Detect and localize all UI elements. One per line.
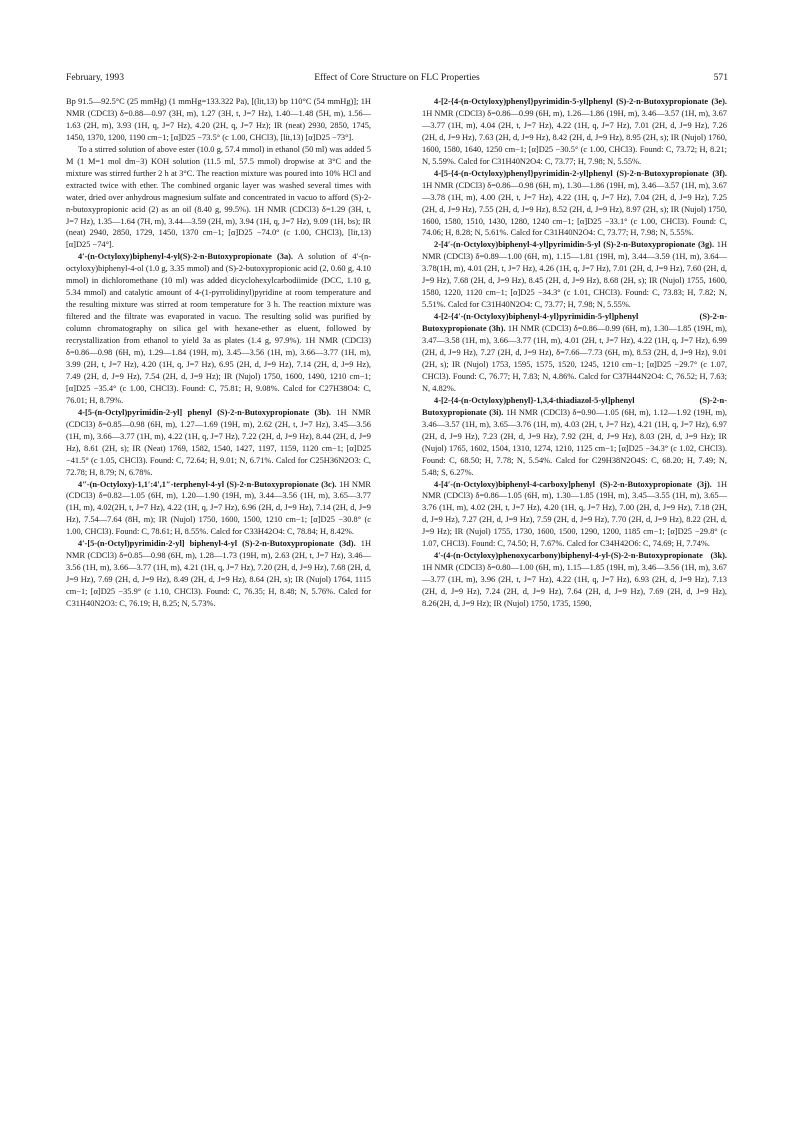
compound-title: 4″-(n-Octyloxy)-1,1′:4′,1″-terphenyl-4-yl (S)-2-n-Butoxypropionate (3c). [78, 479, 337, 489]
compound-title: 4′-(4-(n-Octyloxy)phenoxycarbony)biphenyl-4-yl-(S)-2-n-Butoxypropionate (3k). [434, 551, 727, 561]
paragraph-text: 1H NMR (CDCl3) δ=0.80—1.00 (6H, m), 1.15—1.85 (19H, m), 3.46—3.56 (1H, m), 3.67—3.77 (1H, m), 3.96 (2H, t, J=7 Hz), 4.22 (1H, q, J=7 Hz), 6.93 (2H, d, J=9 Hz), 7.13 (2H, d, J=9 Hz), 7.24 (2H, d, J=9 Hz), 7.64 (2H, d, J=9 Hz), 7.69 (2H, d, J=9 Hz), 8.26(2H, d, J=9 Hz); IR (Nujol) 1750, 1735, 1590, [422, 563, 727, 609]
paragraph-text: 1H NMR (CDCl3) δ=0.86—0.99 (6H, m), 1.26—1.86 (19H, m), 3.46—3.57 (1H, m), 3.67—3.77 (1H, m), 4.04 (2H, t, J=7 Hz), 4.22 (1H, q, J=7 Hz), 7.01 (2H, d, J=9 Hz), 7.26 (2H, d, J=9 Hz), 7.63 (2H, d, J=9 Hz), 8.42 (2H, d, J=9 Hz), 8.95 (2H, s); IR (Nujol) 1760, 1600, 1580, 1640, 1250 cm−1; [α]D25 −30.5° (c 1.00, CHCl3). Found: C, 73.72; H, 8.21; N, 5.59%. Calcd for C31H40N2O4: C, 73.77; H, 7.98; N, 5.55%. [422, 108, 727, 166]
paragraph [422, 550, 727, 610]
compound-title: 4′-(n-Octyloxy)biphenyl-4-yl(S)-2-n-Butoxypropionate (3a). [78, 252, 294, 262]
paragraph-text: A solution of 4′-(n-octyloxy)biphenyl-4-ol (1.0 g, 3.35 mmol) and (S)-2-butoxypropionic acid (2, 0.60 g, 4.10 mmol) in dichloromethane (10 ml) was added dicyclohexylcarbodiimide (DCC, 1.10 g, 5.34 mmol) and catalytic amount of 4-(1-pyrrolidinyl)pyridine at room temperature and the resulting mixture was stirred at room temperature for 3 h. The reaction mixture was filtered and the filtrate was evaporated in vacuo. The resulting solid was purified by column chromatography on silica gel with hexane-ether as eluent, followed by recrystallization from ethanol to yield 3a as plates (1.4 g, 97.9%). 1H NMR (CDCl3) δ=0.86—0.98 (6H, m), 1.29—1.84 (19H, m), 3.45—3.56 (1H, m), 3.66—3.77 (1H, m), 3.99 (2H, t, J=7 Hz), 4.20 (1H, q, J=7 Hz), 6.95 (2H, d, J=9 Hz), 7.14 (2H, d, J=9 Hz), 7.49 (2H, d, J=9 Hz), 7.54 (2H, d, J=9 Hz); IR (Nujol) 1750, 1600, 1490, 1210 cm−1; [α]D25 −35.4° (c 1.00, CHCl3). Found: C, 75.81; H, 9.08%. Calcd for C27H38O4: C, 76.01; H, 8.79%. [66, 252, 371, 405]
paragraph [66, 251, 371, 406]
page-number: 571 [713, 72, 728, 83]
right-column [422, 96, 727, 610]
paragraph-text: 1H NMR (CDCl3) δ=0.90—1.05 (6H, m), 1.12—1.92 (19H, m), 3.46—3.57 (1H, m), 3.65—3.76 (1H, m), 4.03 (2H, t, J=7 Hz), 4.21 (1H, q, J=7 Hz), 6.97 (2H, d, J=9 Hz), 7.23 (2H, d, J=9 Hz), 7.92 (2H, d, J=9 Hz), 8.03 (2H, d, J=9 Hz); IR (Nujol) 1765, 1602, 1504, 1310, 1274, 1210, 1125 cm−1; [α]D25 −34.3° (c 1.02, CHCl3). Found: C, 68.50; H, 7.78; N, 5.54%. Calcd for C29H38N2O4S: C, 68.20; H, 7.49; N, 5.48; S, 6.27%. [422, 407, 727, 477]
paragraph-text: 1H NMR (CDCl3) δ=0.85—0.98 (6H, m), 1.28—1.73 (19H, m), 2.63 (2H, t, J=7 Hz), 3.46—3.56 (1H, m), 3.66—3.77 (1H, m), 4.21 (1H, q, J=7 Hz), 7.20 (2H, d, J=9 Hz), 7.68 (2H, d, J=9 Hz), 7.69 (2H, d, J=9 Hz), 8.49 (2H, d, J=9 Hz), 8.64 (2H, s); IR (Nujol) 1764, 1115 cm−1; [α]D25 −35.9° (c 1.10, CHCl3). Found: C, 76.35; H, 8.48; N, 5.76%. Calcd for C31H40N2O3: C, 76.19; H, 8.25; N, 5.73%. [66, 539, 372, 609]
paragraph [422, 479, 727, 551]
compound-title: 4-[5-(n-Octyl)pyrimidin-2-yl] phenyl (S)-2-n-Butoxypropionate (3b). [78, 407, 331, 417]
compound-title: 4-[4′-(n-Octyloxy)biphenyl-4-carboxy]phenyl (S)-2-n-Butoxypropionate (3j). [434, 479, 712, 489]
left-column [66, 96, 371, 610]
running-header [66, 72, 728, 86]
paragraph-text: 1H NMR (CDCl3) δ=0.86—0.98 (6H, m), 1.30—1.86 (19H, m), 3.46—3.57 (1H, m), 3.67—3.78 (1H, m), 4.00 (2H, t, J=7 Hz), 4.22 (1H, q, J=7 Hz), 7.04 (2H, d, J=9 Hz), 7.25 (2H, d, J=9 Hz), 7.55 (2H, d, J=9 Hz), 8.52 (2H, d, J=9 Hz), 8.97 (2H, s); IR (Nujol) 1750, 1600, 1580, 1510, 1430, 1280, 1240 cm−1; [α]D25 −33.1° (c 1.00, CHCl3). Found: C, 74.06; H, 8.28; N, 5.61%. Calcd for C31H40N2O4: C, 73.77; H, 7.98; N, 5.55%. [422, 180, 727, 238]
paragraph-text: To a stirred solution of above ester (10.0 g, 57.4 mmol) in ethanol (50 ml) was added 5 M (1 M=1 mol dm−3) KOH solution (11.5 ml, 57.5 mmol) dropwise at 3°C and the mixture was stirred further 2 h at 3°C. The reaction mixture was poured into 10% HCl and extracted twice with ether. The combined organic layer was washed several times with water, dried over anhydrous magnesium sulfate and concentrated in vacuo to afford (S)-2-n-butoxypropionic acid (2) as an oil (8.40 g, 99.5%). 1H NMR (CDCl3) δ=1.29 (3H, t, J=7 Hz), 1.35—1.64 (7H, m), 3.44—3.59 (2H, m), 3.94 (1H, q, J=7 Hz), 9.09 (1H, bs); IR (neat) 2940, 2850, 1729, 1450, 1370 cm−1; [α]D25 −74.0° (c 1.00, CHCl3), [lit,13) [α]D25 −74°]. [66, 144, 371, 250]
compound-title: 4-[2-{4-(n-Octyloxy)phenyl}pyrimidin-5-yl]phenyl (S)-2-n-Butoxypropionate (3e). [434, 97, 727, 106]
paragraph [422, 168, 727, 240]
paragraph [66, 96, 371, 144]
paragraph-text: 1H NMR (CDCl3) δ=0.89—1.00 (6H, m), 1.15—1.81 (19H, m), 3.44—3.59 (1H, m), 3.64—3.78(1H, m), 4.01 (2H, t, J=7 Hz), 4.26 (1H, q, J=7 Hz), 7.01 (2H, d, J=9 Hz), 7.60 (2H, d, J=9 Hz), 7.68 (2H, d, J=9 Hz), 8.45 (2H, d, J=9 Hz), 8.68 (2H, s); IR (Nujol) 1755, 1600, 1580, 1220, 1120 cm−1; [α]D25 −34.3° (c 1.01, CHCl3). Found: C, 73.83; H, 7.82; N, 5.51%. Calcd for C31H40N2O4: C, 73.77; H, 7.98; N, 5.55%. [422, 240, 728, 310]
paragraph [422, 395, 727, 479]
compound-title: 4′-[5-(n-Octyl)pyrimidin-2-yl] biphenyl-4-yl (S)-2-n-Butoxypropionate (3d). [78, 539, 356, 549]
compound-title: 4-[2-{4-(n-Octyloxy)phenyl}-1,3,4-thiadiazol-5-yl]phenyl (S)-2-n-Butoxypropionate (3i). [422, 395, 727, 417]
paragraph [66, 407, 371, 479]
paragraph-text: 1H NMR (CDCl3) δ=0.82—1.05 (6H, m), 1.20—1.90 (19H, m), 3.44—3.56 (1H, m), 3.65—3.77 (1H, m), 4.02(2H, t, J=7 Hz), 4.22 (1H, q, J=7 Hz), 6.96 (2H, d, J=9 Hz), 7.14 (2H, d, J=9 Hz), 7.54—7.64 (8H, m); IR (Nujol) 1750, 1600, 1500, 1210 cm−1; [α]D25 −30.8° (c 1.00, CHCl3). Found: C, 78.61; H, 8.55%. Calcd for C33H42O4: C, 78.84; H, 8.42%. [66, 479, 371, 537]
paragraph [66, 479, 371, 539]
paragraph-text: 1H NMR (CDCl3) δ=0.86—1.05 (6H, m), 1.30—1.85 (19H, m), 3.45—3.55 (1H, m), 3.65—3.76 (1H, m), 4.02 (2H, t, J=7 Hz), 4.20 (1H, q, J=7 Hz), 7.00 (2H, d, J=9 Hz), 7.18 (2H, d, J=9 Hz), 7.27 (2H, d, J=9 Hz), 7.59 (2H, d, J=9 Hz), 7.70 (2H, d, J=9 Hz), 8.22 (2H, d, J=9 Hz); IR (Nujol) 1755, 1730, 1600, 1500, 1290, 1200, 1185 cm−1; [α]D25 −29.8° (c 1.07, CHCl3). Found: C, 74.50; H, 7.67%. Calcd for C34H42O6: C, 74.69; H, 7.74%. [422, 479, 728, 549]
paragraph-text: Bp 91.5—92.5°C (25 mmHg) (1 mmHg=133.322 Pa), [(lit,13) bp 110°C (54 mmHg)]; 1H NMR (CDCl3) δ=0.88—0.97 (3H, m), 1.27 (3H, t, J=7 Hz), 1.40—1.48 (5H, m), 1.56—1.63 (2H, m), 3.93 (1H, q, J=7 Hz), 4.20 (2H, q, J=7 Hz); IR (neat) 2930, 2850, 1745, 1450, 1370, 1200, 1190 cm−1; [α]D25 −73.5° (c 1.00, CHCl3), [lit,13) [α]D25 −73°]. [66, 97, 371, 142]
paragraph [422, 239, 727, 311]
paragraph [422, 96, 727, 168]
paragraph [66, 144, 371, 252]
paragraph [422, 311, 727, 395]
journal-title: Effect of Core Structure on FLC Properties [314, 72, 480, 83]
compound-title: 4-[2-{4′-(n-Octyloxy)biphenyl-4-yl}pyrimidin-5-yl]phenyl (S)-2-n-Butoxypropionate (3h). [422, 312, 727, 334]
paragraph [66, 538, 371, 610]
journal-date: February, 1993 [66, 72, 124, 83]
compound-title: 4-[5-{4-(n-Octyloxy)phenyl}pyrimidin-2-yl]phenyl (S)-2-n-Butoxypropionate (3f). [434, 168, 727, 178]
compound-title: 2-[4′-(n-Octyloxy)biphenyl-4-yl]pyrimidin-5-yl (S)-2-n-Butoxypropionate (3g). [434, 240, 715, 250]
paragraph-text: 1H NMR (CDCl3) δ=0.85—0.98 (6H, m), 1.27—1.69 (19H, m), 2.62 (2H, t, J=7 Hz), 3.45—3.56 (1H, m), 3.66—3.77 (1H, m), 4.22 (1H, q, J=7 Hz), 7.22 (2H, d, J=9 Hz), 8.44 (2H, d, J=9 Hz), 8.61 (2H, s); IR (Neat) 1769, 1582, 1540, 1427, 1197, 1159, 1120 cm−1; [α]D25 −41.5° (c 1.05, CHCl3). Found: C, 72.64; H, 9.01; N, 6.71%. Calcd for C25H36N2O3: C, 72.78; H, 8.79; N, 6.78%. [66, 407, 371, 477]
paragraph-text: 1H NMR (CDCl3) δ=0.86—0.99 (6H, m), 1.30—1.85 (19H, m), 3.47—3.58 (1H, m), 3.66—3.77 (1H, m), 4.01 (2H, t, J=7 Hz), 4.22 (1H, q, J=7 Hz), 6.99 (2H, d, J=9 Hz), 7.27 (2H, d, J=9 Hz), δ=7.66—7.73 (6H, m), 8.53 (2H, d, J=9 Hz), 9.01 (2H, s); IR (Nujol) 1753, 1595, 1575, 1520, 1245, 1210 cm−1; [α]D25 −29.7° (c 1.07, CHCl3). Found: C, 76.77; H, 7.83; N, 4.86%. Calcd for C37H44N2O4: C, 76.52; H, 7.63; N, 4.82%. [422, 324, 727, 393]
